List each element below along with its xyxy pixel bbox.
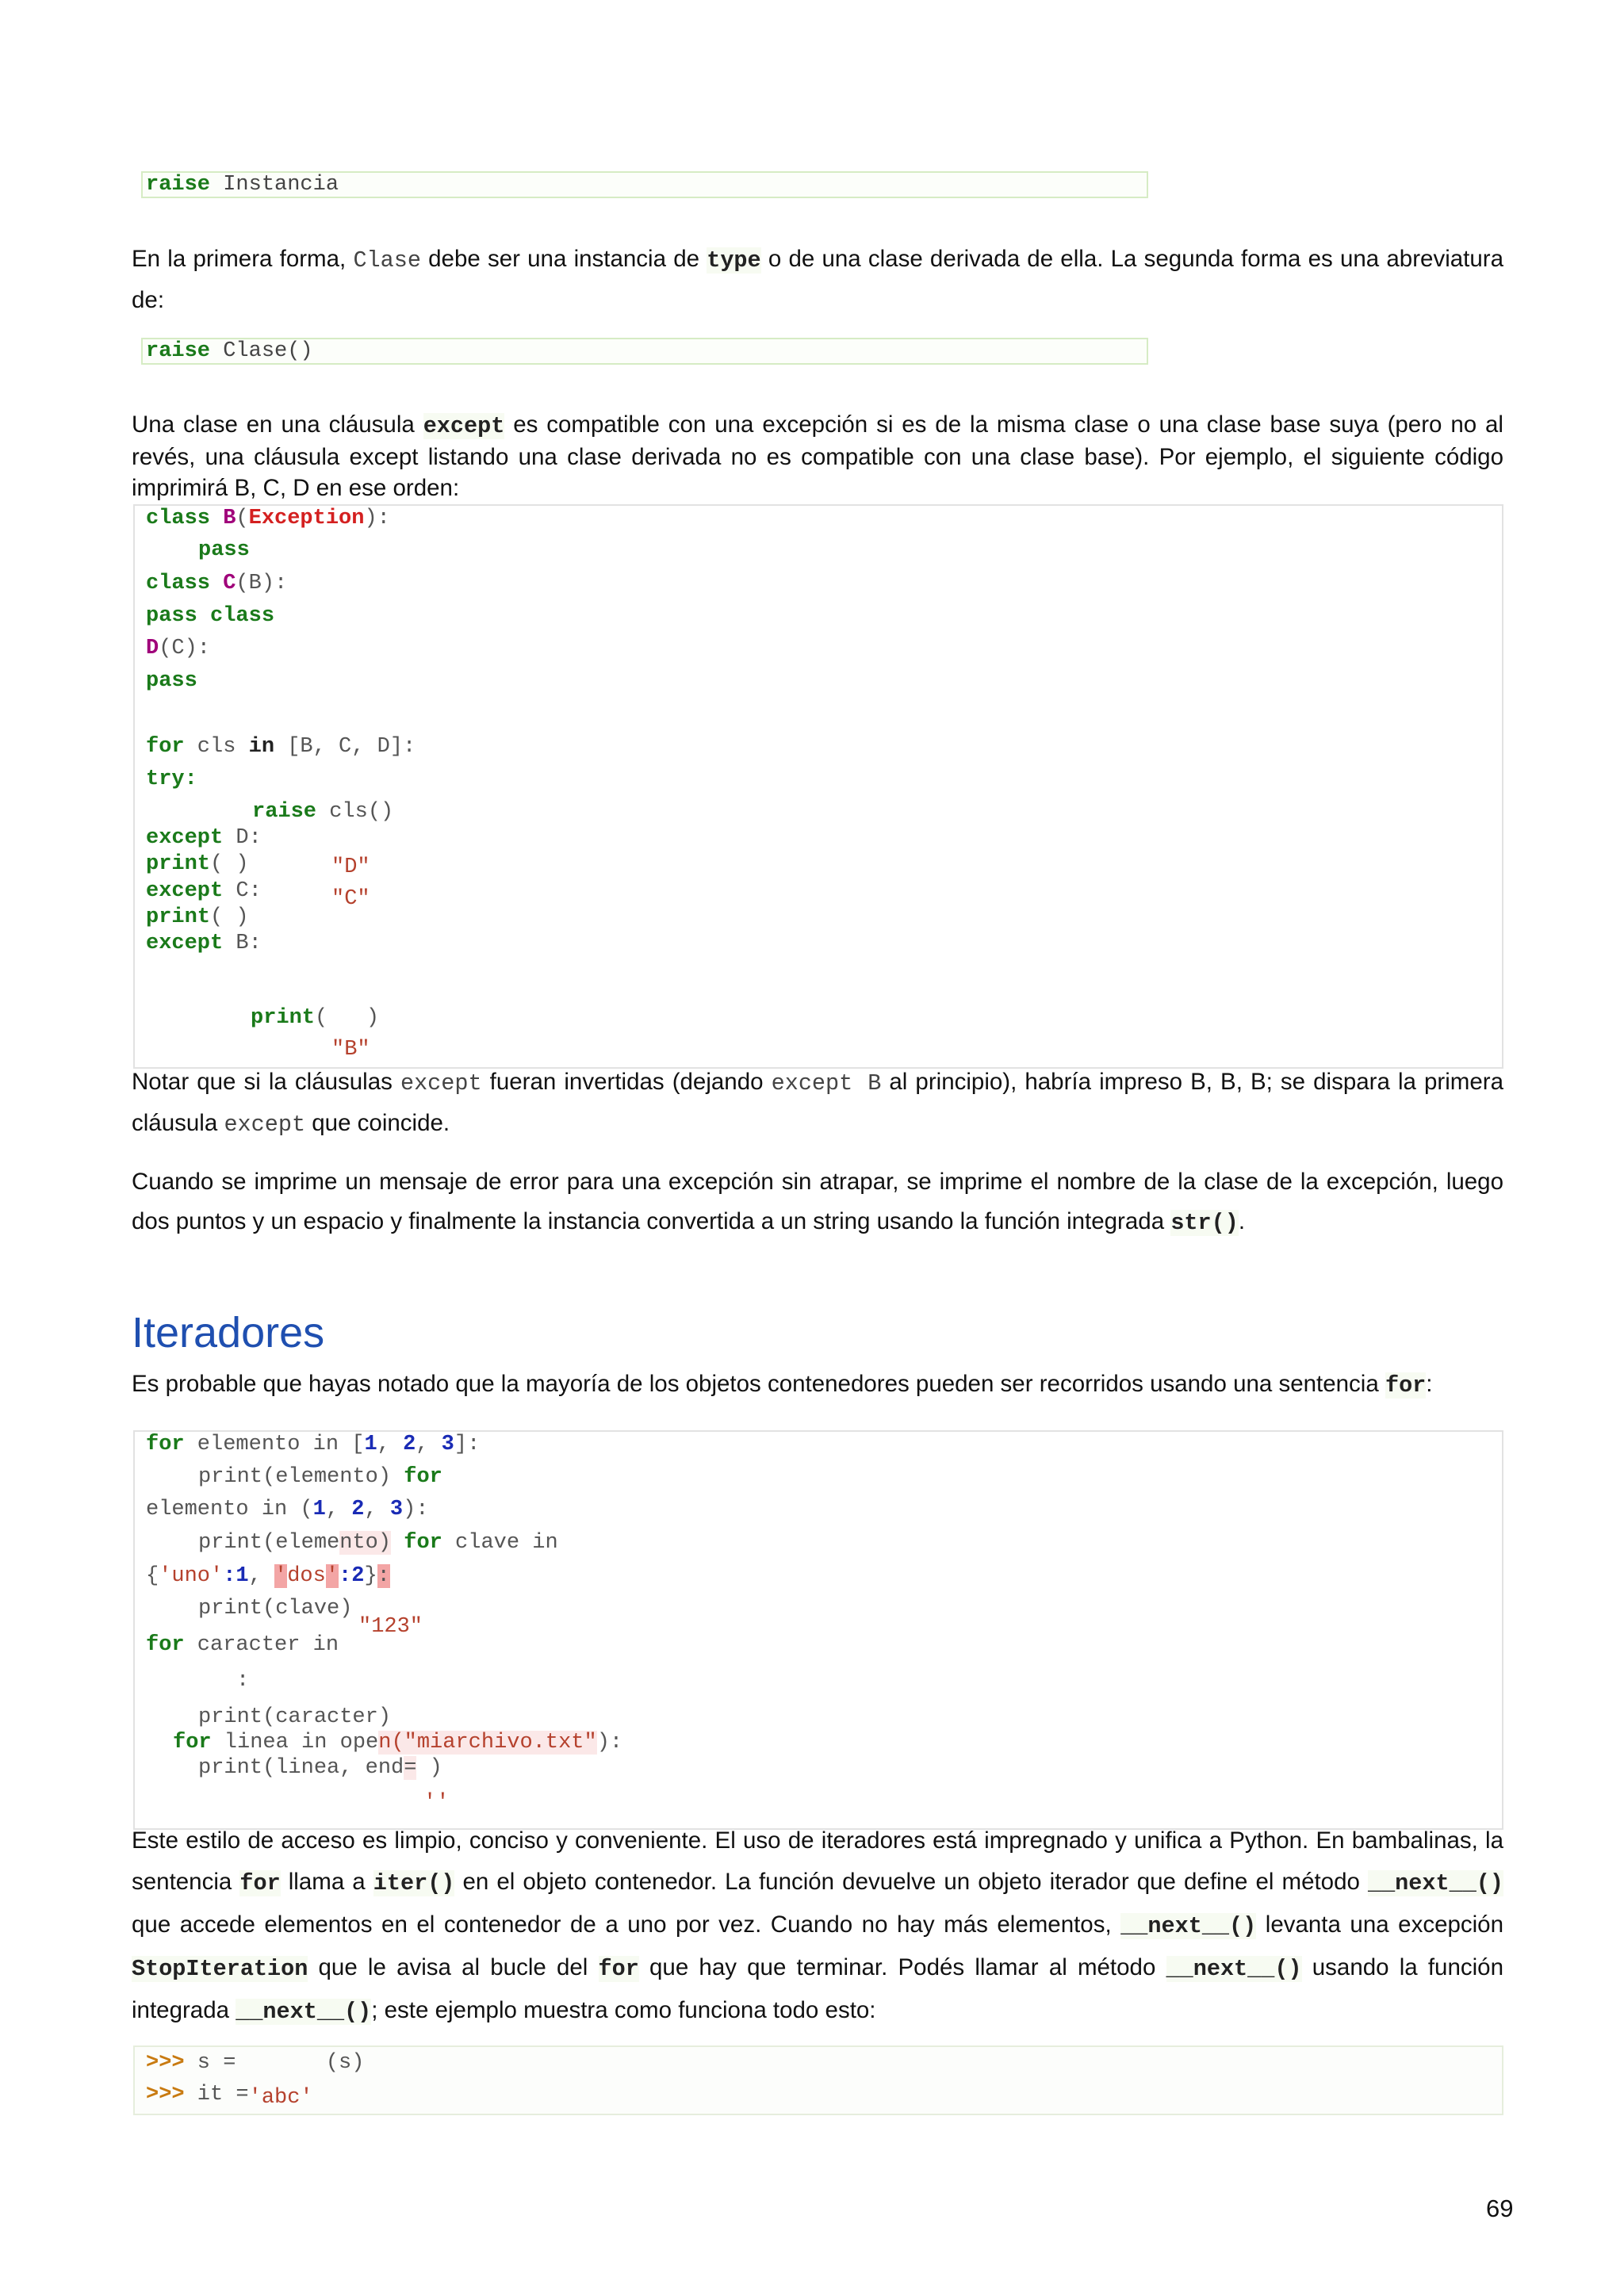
- code-text: elemento in [: [184, 1433, 365, 1456]
- text: ; este ejemplo muestra como funciona todo esto:: [371, 1997, 876, 2023]
- code-line: [198, 1464, 442, 1490]
- code-text: ,: [248, 1564, 275, 1588]
- text: usando la función integrada: [132, 1954, 1503, 2023]
- code-text: ,: [416, 1433, 442, 1456]
- inline-code: for: [1385, 1372, 1427, 1399]
- code-line: [236, 1668, 249, 1693]
- code-line: [146, 851, 249, 877]
- code-text: nto): [339, 1531, 392, 1555]
- code-text: }: [364, 1564, 377, 1588]
- text: levanta una excepción: [1256, 1911, 1503, 1938]
- text: o de una clase derivada de ella. La segunda forma es una abreviatura de:: [132, 246, 1503, 313]
- code-text: :: [377, 1564, 390, 1588]
- inline-code: __next__(): [1166, 1956, 1302, 1982]
- code-line: [146, 905, 249, 930]
- code-keyword: for: [146, 1633, 185, 1657]
- code-line: [146, 603, 274, 629]
- code-text: ): [416, 1756, 442, 1780]
- code-class-name: D: [146, 637, 159, 660]
- inline-code: type: [707, 247, 761, 274]
- code-text: C:: [223, 879, 262, 903]
- text: debe ser una instancia de: [420, 246, 707, 272]
- code-string: [358, 1614, 423, 1640]
- code-line: [251, 1005, 379, 1031]
- code-text: B:: [223, 932, 262, 955]
- code-string: ': [274, 1564, 288, 1588]
- code-keyword: for: [146, 1433, 185, 1456]
- code-keyword: for: [173, 1731, 212, 1755]
- inline-code: Clase: [353, 247, 421, 274]
- inline-code: __next__(): [1120, 1913, 1257, 1939]
- code-line: [146, 878, 262, 904]
- code-block-classes: [133, 504, 1503, 1069]
- code-line: [146, 734, 416, 760]
- inline-code: str(): [1170, 1210, 1239, 1236]
- code-text: clave in: [442, 1531, 558, 1555]
- code-string: [423, 1790, 449, 1816]
- code-keyword: in: [248, 735, 275, 759]
- code-string: [331, 1037, 370, 1062]
- code-text: Instancia: [210, 173, 339, 197]
- code-string: [331, 855, 370, 880]
- inline-code: for: [239, 1870, 281, 1896]
- code-text: ( ): [210, 852, 249, 876]
- code-text: print(elemento): [198, 1465, 404, 1489]
- code-text: ,: [377, 1433, 404, 1456]
- code-line: [146, 1632, 339, 1658]
- code-text: print(linea, end: [198, 1756, 404, 1780]
- inline-code: except: [400, 1070, 482, 1096]
- inline-code: except B: [771, 1070, 882, 1096]
- code-line: [146, 506, 390, 531]
- code-keyword: for: [404, 1465, 442, 1489]
- code-text: print(eleme: [198, 1531, 340, 1555]
- inline-code: for: [598, 1956, 639, 1982]
- code-string-d: "D": [331, 855, 370, 879]
- code-text: ,: [364, 1498, 390, 1521]
- code-line: [146, 1563, 390, 1589]
- code-line: [146, 1432, 480, 1457]
- text: en el objeto contenedor. La función devuelve un objeto iterador que define el método: [454, 1869, 1368, 1895]
- inline-code: __next__(): [1367, 1870, 1503, 1896]
- text: En la primera forma,: [132, 246, 354, 272]
- code-text: Clase(): [210, 339, 313, 363]
- page-number: 69: [1486, 2195, 1514, 2222]
- code-number: 1: [312, 1498, 326, 1521]
- paragraph-except-compatible: [132, 409, 1503, 503]
- code-string: '': [423, 1791, 450, 1815]
- section-heading: Iteradores: [132, 1309, 325, 1357]
- code-text: it =: [184, 2083, 249, 2107]
- code-text: =: [404, 1756, 417, 1780]
- code-number: 1: [236, 1564, 249, 1588]
- code-line: [146, 636, 210, 661]
- code-line: [198, 1596, 352, 1621]
- code-text: (: [236, 507, 249, 530]
- inline-code: except: [224, 1112, 306, 1138]
- paragraph-clase-type: [132, 239, 1503, 320]
- code-keyword: pass class: [146, 604, 275, 628]
- code-text: (B):: [236, 572, 288, 595]
- code-keyword: class: [146, 572, 211, 595]
- code-text: ( ): [315, 1006, 380, 1030]
- code-text: ]:: [454, 1433, 481, 1456]
- code-class-name: C: [223, 572, 236, 595]
- code-keyword: except: [146, 826, 224, 850]
- paragraph-iter-explanation: [132, 1820, 1503, 2033]
- text: que coincide.: [305, 1110, 450, 1136]
- text: Es probable que hayas notado que la mayoría de los objetos contenedores pueden ser recorridos usando una sentencia: [132, 1371, 1385, 1397]
- code-exception: Exception: [248, 507, 365, 530]
- text: Una clase en una cláusula: [132, 411, 423, 438]
- code-line: [252, 799, 393, 825]
- code-number: 2: [403, 1433, 416, 1456]
- code-block-repl: [133, 2045, 1503, 2115]
- code-line: [198, 1530, 558, 1556]
- code-number: 3: [441, 1433, 454, 1456]
- code-text: [391, 1531, 404, 1555]
- code-text: ):: [403, 1498, 429, 1521]
- code-keyword: try:: [146, 767, 197, 791]
- inline-code: iter(): [373, 1870, 455, 1896]
- code-keyword: print: [146, 852, 211, 876]
- text: .: [1238, 1208, 1246, 1234]
- code-text: {: [146, 1564, 159, 1588]
- code-string-c: "C": [331, 887, 370, 911]
- code-keyword: raise: [146, 173, 211, 197]
- paragraph-error-message: [132, 1162, 1503, 1243]
- code-raise-instancia: [141, 171, 1148, 198]
- code-line: [198, 1755, 442, 1781]
- code-number: 2: [351, 1564, 365, 1588]
- code-line: [146, 2082, 313, 2110]
- code-text: print(clave): [198, 1597, 353, 1621]
- inline-code: __next__(): [236, 1999, 372, 2025]
- code-text: [B, C, D]:: [274, 735, 416, 759]
- repl-prompt: >>>: [146, 2051, 185, 2075]
- text: que le avisa al bucle del: [308, 1954, 599, 1980]
- code-line: [146, 571, 287, 596]
- code-line: [146, 931, 262, 956]
- code-line: [146, 1497, 428, 1522]
- code-keyword: for: [146, 735, 185, 759]
- code-number: 3: [389, 1498, 404, 1521]
- code-string: "123": [358, 1615, 423, 1639]
- text: al principio), habría impreso B, B, B; se dispara la primera cláusula: [132, 1069, 1503, 1136]
- code-number: 1: [364, 1433, 377, 1456]
- code-text: print(caracter): [198, 1705, 392, 1729]
- code-text: :: [236, 1669, 250, 1693]
- code-string: 'abc': [248, 2086, 313, 2110]
- text: Notar que si la cláusulas: [132, 1069, 400, 1095]
- code-keyword: for: [404, 1531, 442, 1555]
- code-keyword: print: [251, 1006, 316, 1030]
- code-text: (C):: [159, 637, 211, 660]
- text: fueran invertidas (dejando: [481, 1069, 772, 1095]
- code-text: D:: [223, 826, 262, 850]
- text: Este estilo de acceso es limpio, conciso y conveniente. El uso de iteradores está impregnado y unifica a Python. En bambalinas, la sentencia: [132, 1827, 1503, 1895]
- text: que hay que terminar. Podés llamar al método: [638, 1954, 1166, 1980]
- code-keyword: class: [146, 507, 211, 530]
- code-text: caracter in: [184, 1633, 339, 1657]
- code-string: [331, 886, 370, 912]
- code-line: [146, 668, 197, 694]
- code-text: :: [223, 1564, 236, 1588]
- code-keyword: pass: [146, 669, 197, 693]
- inline-code: except: [423, 413, 505, 439]
- text: es compatible con una excepción si es de la misma clase o una clase base suya (pero no al revés, una cláusula except listando una clase derivada no es compatible con una clase base). Por ejemplo, el siguiente código imprimirá B, C, D en ese orden:: [132, 411, 1503, 501]
- text: Cuando se imprime un mensaje de error para una excepción sin atrapar, se imprime el nombre de la clase de la excepción, luego dos puntos y un espacio y finalmente la instancia convertida a un string usando la función integrada: [132, 1169, 1503, 1234]
- code-string: n("miarchivo.txt": [378, 1731, 597, 1755]
- code-class-name: B: [223, 507, 236, 530]
- paragraph-iteradores-intro: [132, 1368, 1503, 1401]
- code-line: [173, 1730, 622, 1755]
- code-string: 'uno': [159, 1564, 224, 1588]
- code-string: dos: [287, 1564, 326, 1588]
- code-text: elemento in (: [146, 1498, 313, 1521]
- code-raise-clase: [141, 338, 1148, 365]
- code-line: [146, 767, 197, 792]
- text: que accede elementos en el contenedor de a uno por vez. Cuando no hay más elementos,: [132, 1911, 1121, 1938]
- code-text: ):: [364, 507, 390, 530]
- code-keyword: print: [146, 905, 211, 929]
- code-text: ,: [325, 1498, 352, 1521]
- code-block-iteration: [133, 1430, 1503, 1830]
- text: llama a: [280, 1869, 373, 1895]
- code-string: ': [325, 1564, 339, 1588]
- code-text: linea in ope: [211, 1731, 379, 1755]
- code-text: cls(): [316, 800, 394, 824]
- code-line: [198, 1705, 391, 1730]
- code-text: cls: [184, 735, 249, 759]
- code-text: ):: [596, 1731, 623, 1755]
- code-keyword: pass: [198, 538, 250, 562]
- code-line: [198, 538, 250, 563]
- code-number: 2: [351, 1498, 365, 1521]
- code-text: s = (s): [184, 2051, 365, 2075]
- code-string-b: "B": [331, 1038, 370, 1062]
- repl-prompt: >>>: [146, 2083, 185, 2107]
- text: :: [1426, 1371, 1433, 1397]
- code-text: ( ): [210, 905, 249, 929]
- code-keyword: raise: [146, 339, 211, 363]
- code-keyword: except: [146, 932, 224, 955]
- code-text: :: [339, 1564, 352, 1588]
- inline-code: StopIteration: [132, 1956, 308, 1982]
- paragraph-except-order: [132, 1062, 1503, 1145]
- code-line: [146, 2050, 364, 2076]
- code-line: [146, 825, 262, 851]
- code-keyword: raise: [252, 800, 317, 824]
- code-keyword: except: [146, 879, 224, 903]
